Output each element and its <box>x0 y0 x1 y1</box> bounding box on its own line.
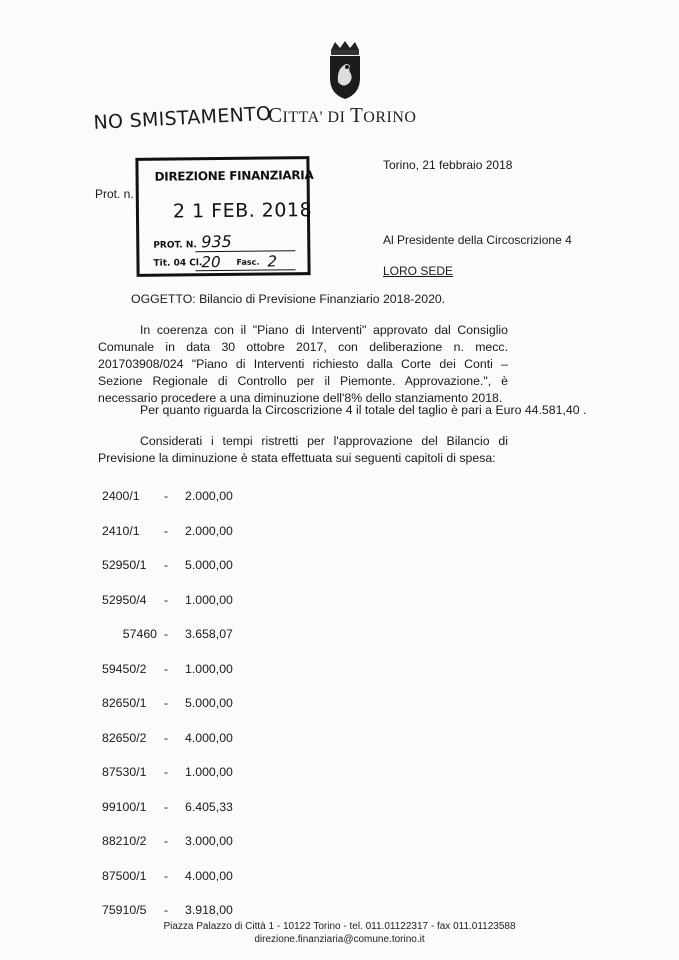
stamp-title: DIREZIONE FINANZIARIA <box>154 168 314 184</box>
spending-amount: 6.405,33 <box>185 799 233 814</box>
spending-code: 2400/1 <box>102 489 140 503</box>
paragraph-1: In coerenza con il "Piano di Interventi" approvato dal Consiglio Comunale in data 30 ottobre 2017, con deliberazione n. mecc. 201703908/024 "Piano di Interventi richiesto dalla Corte dei Conti – Sezione Regionale di Controllo per il Piemonte. Approvazione.", è necessario procedere a una diminuzione dell'8% dello stanziamento 2018. <box>98 323 508 405</box>
spending-code: 82650/2 <box>102 730 147 745</box>
spending-row <box>102 800 302 835</box>
spending-amount: 4.000,00 <box>185 868 233 883</box>
stamp-prot-number: 935 <box>201 231 232 252</box>
spending-code: 87500/1 <box>102 868 147 883</box>
spending-dash: - <box>163 558 169 572</box>
spending-dash: - <box>163 903 169 917</box>
spending-list <box>102 489 302 938</box>
stamp-line <box>195 250 295 252</box>
spending-code: 87530/1 <box>102 765 147 779</box>
prot-label: Prot. n. <box>95 187 134 201</box>
footer-email: direzione.finanziaria@comune.torino.it <box>254 934 425 945</box>
spending-code: 52950/4 <box>102 592 147 607</box>
stamp-tit-label: Tit. 04 Cl. <box>153 258 203 269</box>
spending-row <box>102 489 302 524</box>
spending-amount: 5.000,00 <box>185 696 233 710</box>
spending-dash: - <box>163 523 169 538</box>
spending-amount: 1.000,00 <box>185 592 233 607</box>
spending-dash: - <box>163 765 169 779</box>
stamp-classe: 20 <box>201 253 221 272</box>
spending-dash: - <box>163 489 169 503</box>
spending-row <box>102 696 302 731</box>
spending-amount: 2.000,00 <box>185 489 233 503</box>
spending-row <box>102 869 302 904</box>
footer <box>0 920 679 946</box>
spending-amount: 5.000,00 <box>185 558 233 572</box>
spending-row <box>102 558 302 593</box>
spending-dash: - <box>163 592 169 607</box>
spending-amount: 2.000,00 <box>185 523 233 538</box>
spending-dash: - <box>163 834 169 848</box>
place-date: Torino, 21 febbraio 2018 <box>383 158 513 172</box>
stamp-fasc-label: Fasc. <box>236 257 260 267</box>
spending-amount: 3.000,00 <box>185 834 233 848</box>
spending-code: 88210/2 <box>102 834 147 848</box>
subject: OGGETTO: Bilancio di Previsione Finanziario 2018-2020. <box>131 292 446 306</box>
city-name: CITTA' DI TORINO <box>268 103 417 127</box>
spending-code: 59450/2 <box>102 661 147 676</box>
spending-code: 99100/1 <box>102 799 147 814</box>
spending-dash: - <box>163 627 169 641</box>
spending-row <box>102 731 302 766</box>
handwritten-note: NO SMISTAMENTO <box>93 102 272 134</box>
footer-address: Piazza Palazzo di Città 1 - 10122 Torino - tel. 011.01122317 - fax 011.01123588 <box>163 921 516 932</box>
spending-row <box>102 627 302 662</box>
spending-amount: 1.000,00 <box>185 765 233 779</box>
spending-code: 52950/1 <box>102 558 147 572</box>
city-crest-icon <box>323 40 367 100</box>
spending-row <box>102 765 302 800</box>
spending-dash: - <box>163 661 169 676</box>
recipient: Al Presidente della Circoscrizione 4 <box>383 233 572 247</box>
spending-amount: 1.000,00 <box>185 661 233 676</box>
spending-dash: - <box>163 730 169 745</box>
spending-code: 2410/1 <box>102 523 140 538</box>
spending-amount: 4.000,00 <box>185 730 233 745</box>
spending-row <box>102 662 302 697</box>
spending-code: 75910/5 <box>102 903 147 917</box>
spending-dash: - <box>163 868 169 883</box>
spending-row <box>102 834 302 869</box>
spending-row <box>102 593 302 628</box>
stamp-prot-label: PROT. N. <box>153 240 197 251</box>
spending-amount: 3.918,00 <box>185 903 233 917</box>
spending-code: 82650/1 <box>102 696 147 710</box>
paragraph-2: Per quanto riguarda la Circoscrizione 4 il totale del taglio è pari a Euro 44.581,40 . <box>140 403 587 417</box>
recipient-place: LORO SEDE <box>383 264 454 278</box>
stamp-fascicolo: 2 <box>267 252 278 271</box>
spending-dash: - <box>163 696 169 710</box>
spending-code: 57460 <box>122 627 157 641</box>
stamp-date: 2 1 FEB. 2018 <box>172 199 313 223</box>
stamp-line <box>196 269 296 271</box>
protocol-stamp <box>135 156 314 277</box>
spending-dash: - <box>163 799 169 814</box>
spending-row <box>102 524 302 559</box>
spending-amount: 3.658,07 <box>185 627 233 641</box>
paragraph-3: Considerati i tempi ristretti per l'approvazione del Bilancio di Previsione la diminuzione è stata effettuata sui seguenti capitoli di spesa: <box>98 434 508 465</box>
